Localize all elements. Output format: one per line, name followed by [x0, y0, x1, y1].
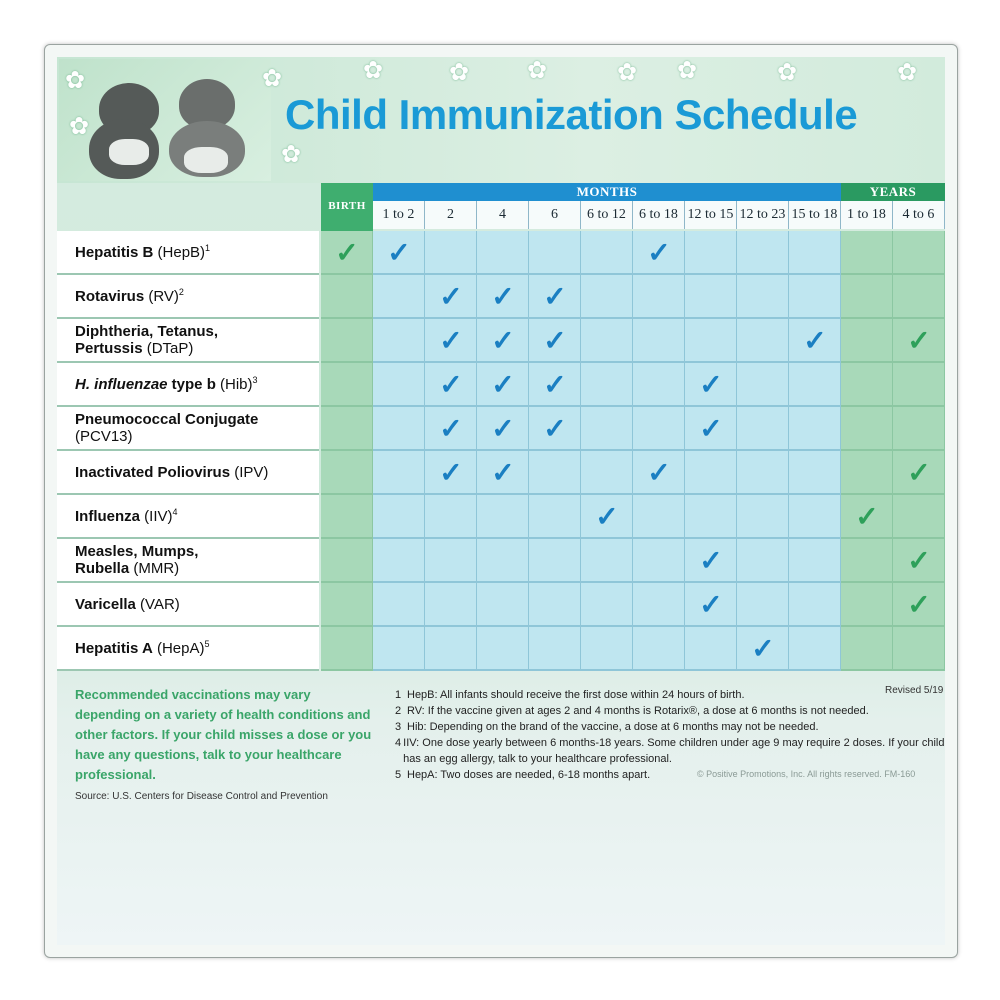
vaccine-label [75, 287, 184, 305]
footnote-text: HepB: All infants should receive the first dose within 24 hours of birth. [407, 689, 745, 701]
vaccine-label [75, 243, 210, 261]
checkmark-icon: ✓ [751, 633, 775, 664]
footnote-text: Hib: Depending on the brand of the vaccine, a dose at 6 months may not be needed. [407, 721, 819, 733]
schedule-cell [581, 407, 633, 451]
checkmark-icon: ✓ [491, 369, 515, 400]
recommendation-text: Recommended vaccinations may vary depending on a variety of health conditions and other factors. If your child misses a dose or you have any questions, talk to your healthcare professional. [75, 687, 372, 782]
footnote-number: 5 [395, 769, 402, 781]
schedule-cell [373, 319, 425, 363]
vaccine-line-2: Pertussis (DTaP) [75, 340, 194, 357]
schedule-cell [633, 275, 685, 319]
schedule-cell [893, 627, 945, 671]
schedule-cell [633, 407, 685, 451]
checkmark-icon: ✓ [439, 413, 463, 444]
schedule-cell [321, 627, 373, 671]
months-header: MONTHS [373, 183, 841, 201]
schedule-cell [321, 407, 373, 451]
column-header: 12 to 15 [685, 201, 737, 229]
schedule-cell [841, 583, 893, 627]
checkmark-icon: ✓ [491, 413, 515, 444]
flower-icon: ✿ [281, 141, 302, 168]
schedule-cell [321, 363, 373, 407]
schedule-cell [685, 231, 737, 275]
schedule-cell [477, 231, 529, 275]
schedule-cell [321, 275, 373, 319]
footnote [395, 735, 955, 767]
vaccine-line: Hepatitis A (HepA)$^5$ [75, 639, 210, 657]
vaccine-label [75, 507, 178, 525]
revised-date: Revised 5/19 [885, 685, 944, 696]
card-inner [57, 57, 945, 945]
vaccine-label [75, 596, 180, 613]
vaccine-line: Pneumococcal Conjugate [75, 411, 259, 428]
schedule-cell [581, 363, 633, 407]
schedule-cell [633, 539, 685, 583]
schedule-cell [633, 627, 685, 671]
schedule-cell [789, 495, 841, 539]
schedule-cell [581, 583, 633, 627]
vaccine-line: Influenza (IIV)$^4$ [75, 507, 178, 525]
schedule-cell [685, 319, 737, 363]
schedule-cell [529, 539, 581, 583]
flower-icon: ✿ [65, 67, 86, 94]
flower-icon: ✿ [449, 59, 470, 86]
schedule-cell [373, 583, 425, 627]
schedule-cell [373, 363, 425, 407]
checkmark-icon: ✓ [699, 545, 723, 576]
schedule-cell [789, 275, 841, 319]
column-header: 2 [425, 201, 477, 229]
schedule-cell [737, 407, 789, 451]
footnote [395, 719, 955, 735]
schedule-cell [737, 495, 789, 539]
checkmark-icon: ✓ [543, 369, 567, 400]
schedule-cell [685, 451, 737, 495]
schedule-cell [321, 495, 373, 539]
column-header: 15 to 18 [789, 201, 841, 229]
schedule-cell [841, 363, 893, 407]
schedule-cell [789, 231, 841, 275]
footnote-number: 3 [395, 721, 402, 733]
schedule-cell [477, 627, 529, 671]
vaccine-name [57, 495, 319, 539]
schedule-cell [581, 539, 633, 583]
column-header: 6 to 12 [581, 201, 633, 229]
flower-icon: ✿ [677, 57, 698, 84]
checkmark-icon: ✓ [647, 457, 671, 488]
schedule-cell [373, 451, 425, 495]
vaccine-line: Rotavirus (RV)$^2$ [75, 287, 184, 305]
years-header: YEARS [841, 183, 945, 201]
copyright: © Positive Promotions, Inc. All rights reserved. FM-160 [697, 769, 916, 779]
column-header: 6 [529, 201, 581, 229]
schedule-cell [373, 539, 425, 583]
checkmark-icon: ✓ [907, 545, 931, 576]
schedule-cell [685, 495, 737, 539]
schedule-cell [581, 231, 633, 275]
column-header: 12 to 23 [737, 201, 789, 229]
footnote-text: HepA: Two doses are needed, 6-18 months apart. [407, 769, 651, 781]
vaccine-line: H. influenzae type b (Hib)$^3$ [75, 375, 258, 393]
vaccine-label [75, 464, 268, 481]
column-header: 4 to 6 [893, 201, 945, 229]
footnote [395, 687, 955, 703]
schedule-cell [893, 275, 945, 319]
schedule-cell [789, 451, 841, 495]
diaper-left [109, 139, 149, 165]
footnote-number: 1 [395, 689, 402, 701]
schedule-cell [321, 451, 373, 495]
schedule-cell [737, 451, 789, 495]
schedule-cell [685, 275, 737, 319]
schedule-cell [373, 627, 425, 671]
checkmark-icon: ✓ [491, 457, 515, 488]
vaccine-name [57, 451, 319, 495]
checkmark-icon: ✓ [439, 325, 463, 356]
schedule-cell [633, 319, 685, 363]
schedule-cell [581, 451, 633, 495]
vaccine-name [57, 407, 319, 451]
schedule-cell [789, 407, 841, 451]
schedule-cell [529, 583, 581, 627]
schedule-cell [737, 363, 789, 407]
schedule-cell [373, 407, 425, 451]
vaccine-name [57, 363, 319, 407]
checkmark-icon: ✓ [491, 325, 515, 356]
vaccine-line: Hepatitis B (HepB)$^1$ [75, 243, 211, 261]
schedule-cell [529, 231, 581, 275]
schedule-cell [425, 583, 477, 627]
schedule-cell [737, 231, 789, 275]
schedule-cell [789, 363, 841, 407]
footnote-number: 4 [395, 737, 402, 749]
vaccine-name [57, 583, 319, 627]
schedule-cell [425, 495, 477, 539]
schedule-cell [633, 495, 685, 539]
footnote [395, 703, 955, 719]
schedule-cell [737, 319, 789, 363]
schedule-cell [477, 495, 529, 539]
schedule-cell [841, 451, 893, 495]
schedule-cell [841, 407, 893, 451]
vaccine-name [57, 319, 319, 363]
schedule-cell [789, 627, 841, 671]
header-banner [57, 57, 945, 183]
checkmark-icon: ✓ [907, 325, 931, 356]
footnote-text: RV: If the vaccine given at ages 2 and 4 months is Rotarix®, a dose at 6 months is not needed. [407, 705, 869, 717]
schedule-cell [685, 627, 737, 671]
vaccine-label [75, 411, 258, 445]
checkmark-icon: ✓ [543, 281, 567, 312]
vaccine-line-2: (PCV13) [75, 428, 133, 445]
vaccine-line: Inactivated Poliovirus (IPV) [75, 463, 269, 481]
schedule-cell [425, 627, 477, 671]
vaccine-line: Measles, Mumps, [75, 543, 199, 560]
footer-message [75, 685, 375, 802]
checkmark-icon: ✓ [699, 589, 723, 620]
schedule-cell [425, 539, 477, 583]
vaccine-line-2: Rubella (MMR) [75, 560, 180, 577]
checkmark-icon: ✓ [699, 369, 723, 400]
birth-header: BIRTH [321, 183, 373, 231]
vaccine-name [57, 539, 319, 583]
checkmark-icon: ✓ [907, 589, 931, 620]
checkmark-icon: ✓ [803, 325, 827, 356]
schedule-cell [841, 627, 893, 671]
footnote-text: IIV: One dose yearly between 6 months-18 years. Some children under age 9 may require 2 doses. If your child has an egg allergy, talk to your healthcare professional. [403, 737, 945, 765]
flower-icon: ✿ [363, 57, 384, 84]
schedule-cell [893, 231, 945, 275]
checkmark-icon: ✓ [855, 501, 879, 532]
footnote-number: 2 [395, 705, 402, 717]
schedule-cell [633, 363, 685, 407]
column-header: 1 to 2 [373, 201, 425, 229]
checkmark-icon: ✓ [439, 457, 463, 488]
schedule-cell [529, 627, 581, 671]
checkmark-icon: ✓ [491, 281, 515, 312]
schedule-cell [477, 583, 529, 627]
schedule-cell [321, 319, 373, 363]
page-title: Child Immunization Schedule [285, 91, 858, 138]
schedule-cell [841, 231, 893, 275]
schedule-cell [841, 539, 893, 583]
flower-icon: ✿ [897, 59, 918, 86]
checkmark-icon: ✓ [543, 325, 567, 356]
vaccine-label [75, 639, 210, 657]
vaccine-name [57, 275, 319, 319]
schedule-cell [893, 407, 945, 451]
checkmark-icon: ✓ [439, 281, 463, 312]
schedule-cell [581, 275, 633, 319]
vaccine-line: Diphtheria, Tetanus, [75, 323, 219, 340]
schedule-cell [737, 275, 789, 319]
schedule-cell [529, 495, 581, 539]
flower-icon: ✿ [262, 65, 283, 92]
column-header: 6 to 18 [633, 201, 685, 229]
checkmark-icon: ✓ [595, 501, 619, 532]
schedule-cell [893, 363, 945, 407]
column-header: 1 to 18 [841, 201, 893, 229]
schedule-cell [789, 539, 841, 583]
flower-icon: ✿ [777, 59, 798, 86]
checkmark-icon: ✓ [335, 237, 359, 268]
schedule-cell [737, 583, 789, 627]
flower-icon: ✿ [69, 113, 90, 140]
schedule-cell [321, 539, 373, 583]
schedule-cell [893, 495, 945, 539]
diaper-right [184, 147, 228, 173]
flower-icon: ✿ [617, 59, 638, 86]
schedule-cell [529, 451, 581, 495]
schedule-cell [321, 583, 373, 627]
checkmark-icon: ✓ [543, 413, 567, 444]
schedule-cell [789, 583, 841, 627]
checkmark-icon: ✓ [699, 413, 723, 444]
vaccine-label [75, 323, 218, 357]
vaccine-line: Varicella (VAR) [75, 595, 180, 613]
immunization-card [44, 44, 958, 958]
source-text: Source: U.S. Centers for Disease Control and Prevention [75, 791, 328, 802]
checkmark-icon: ✓ [907, 457, 931, 488]
schedule-cell [581, 319, 633, 363]
flower-icon: ✿ [527, 57, 548, 84]
schedule-cell [373, 495, 425, 539]
checkmark-icon: ✓ [439, 369, 463, 400]
schedule-cell [373, 275, 425, 319]
checkmark-icon: ✓ [387, 237, 411, 268]
vaccine-label [75, 543, 198, 577]
schedule-cell [841, 275, 893, 319]
schedule-cell [477, 539, 529, 583]
babies-photo [59, 59, 271, 181]
schedule-cell [737, 539, 789, 583]
column-header: 4 [477, 201, 529, 229]
schedule-cell [633, 583, 685, 627]
checkmark-icon: ✓ [647, 237, 671, 268]
vaccine-label [75, 375, 258, 393]
schedule-cell [841, 319, 893, 363]
schedule-cell [581, 627, 633, 671]
schedule-cell [425, 231, 477, 275]
vaccine-name [57, 231, 319, 275]
vaccine-name [57, 627, 319, 671]
